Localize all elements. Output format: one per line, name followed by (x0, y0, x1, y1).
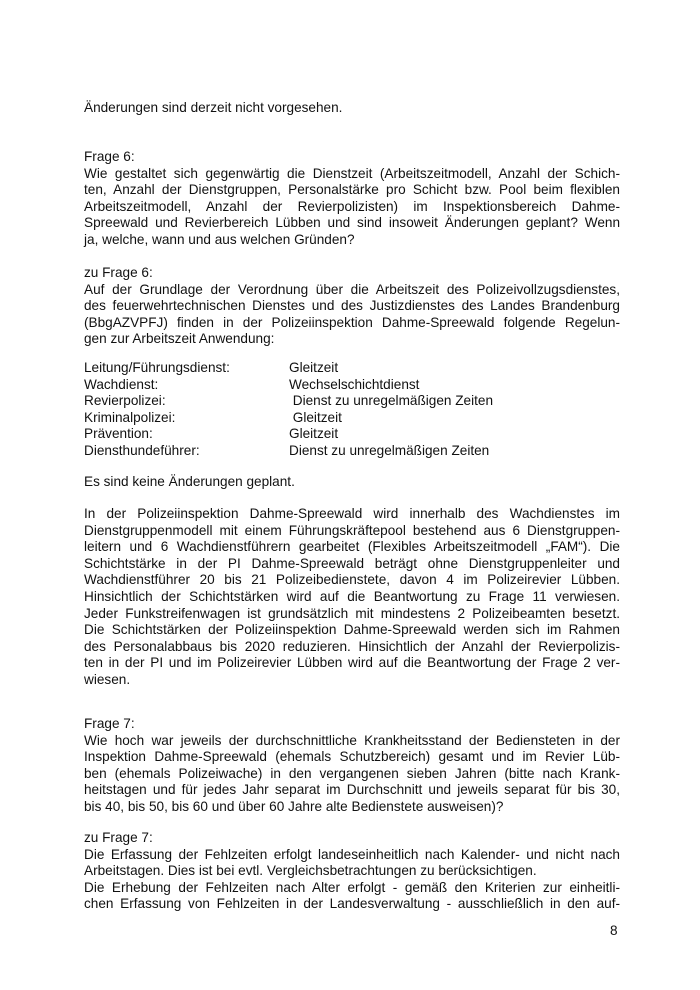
table-value: Gleitzeit (289, 360, 339, 375)
answer-6-heading: zu Frage 6: (84, 265, 153, 280)
no-changes-text (84, 474, 620, 491)
text-line: chen Erfassung von Fehlzeiten in der Landesverwaltung - ausschließlich in den auf- (84, 896, 620, 912)
table-row (84, 377, 620, 394)
table-key: Prävention: (84, 426, 153, 442)
answer-6-paragraph (84, 506, 620, 689)
page-number: 8 (610, 923, 618, 938)
text-line: Arbeitszeitmodell, Anzahl der Revierpolizisten) im Inspektionsbereich Dahme- (84, 198, 620, 214)
working-time-table (84, 360, 620, 460)
intro-text (84, 100, 620, 117)
no-changes-line: Es sind keine Änderungen geplant. (84, 474, 295, 489)
answer-7-heading: zu Frage 7: (84, 830, 153, 845)
question-6-heading: Frage 6: (84, 149, 135, 164)
answer-7-text (84, 847, 620, 913)
text-line: des Personalabbaus bis 2020 reduzieren. Hinsichtlich der Anzahl der Revierpolizis- (84, 638, 620, 654)
text-line: leitern und 6 Wachdienstführern gearbeitet (Flexibles Arbeitszeitmodell „FAM“). Die (84, 539, 620, 555)
intro-line: Änderungen sind derzeit nicht vorgesehen. (84, 100, 343, 115)
text-line: ten, Anzahl der Dienstgruppen, Personalstärke pro Schicht bzw. Pool beim flexiblen (84, 182, 620, 198)
text-line: Die Schichtstärken der Polizeiinspektion Dahme-Spreewald werden sich im Rahmen (84, 622, 620, 638)
table-value: Dienst zu unregelmäßigen Zeiten (289, 442, 490, 458)
table-value: Dienst zu unregelmäßigen Zeiten (289, 393, 494, 409)
text-line: Auf der Grundlage der Verordnung über die Arbeitszeit des Polizeivollzugsdienstes, (84, 281, 620, 297)
text-line: Hinsichtlich der Schichtstärken wird auf die Beantwortung zu Frage 11 verwiesen. (84, 588, 620, 604)
answer-6 (84, 265, 620, 348)
table-row (84, 360, 620, 377)
text-line: ja, welche, wann und aus welchen Gründen? (84, 231, 355, 247)
table-row (84, 426, 620, 443)
text-line: Inspektion Dahme-Spreewald (ehemals Schutzbereich) gesamt und im Revier Lüb- (84, 749, 620, 765)
table-key: Diensthundeführer: (84, 442, 200, 458)
text-line: Die Erhebung der Fehlzeiten nach Alter erfolgt - gemäß den Kriterien zur einheitli- (84, 879, 620, 895)
table-row (84, 443, 620, 460)
text-line: Wachdienstführer 20 bis 21 Polizeibedienstete, davon 4 im Polizeirevier Lübben. (84, 572, 620, 588)
text-line: ten in der PI und im Polizeirevier Lübben wird auf die Beantwortung der Frage 2 ver- (84, 655, 620, 671)
text-line: gen zur Arbeitszeit Anwendung: (84, 331, 275, 347)
text-line: heitstagen und für jedes Jahr separat im Durchschnitt und jeweils separat für bis 30, (84, 782, 620, 798)
table-value: Gleitzeit (289, 426, 339, 442)
table-key: Wachdienst: (84, 376, 159, 392)
text-line: ben (ehemals Polizeiwache) in den vergangenen sieben Jahren (bitte nach Krank- (84, 765, 620, 781)
question-6 (84, 149, 620, 249)
text-line: Wie hoch war jeweils der durchschnittliche Krankheitsstand der Bediensteten in der (84, 732, 620, 748)
table-key: Kriminalpolizei: (84, 409, 176, 425)
text-line: In der Polizeiinspektion Dahme-Spreewald wird innerhalb des Wachdienstes im (84, 506, 620, 521)
question-6-text (84, 166, 620, 249)
table-key: Leitung/Führungsdienst: (84, 360, 230, 375)
text-line: Arbeitstagen. Dies ist bei evtl. Vergleichsbetrachtungen zu berücksichtigen. (84, 863, 537, 879)
text-line: Jeder Funkstreifenwagen ist grundsätzlich mit mindestens 2 Polizeibeamten besetzt. (84, 605, 620, 621)
text-line: Wie gestaltet sich gegenwärtig die Dienstzeit (Arbeitszeitmodell, Anzahl der Schich- (84, 165, 620, 181)
text-line: Dienstgruppenmodell mit einem Führungskräftepool bestehend aus 6 Dienstgruppen- (84, 522, 620, 538)
table-row (84, 393, 620, 410)
table-row (84, 410, 620, 427)
answer-7 (84, 830, 620, 913)
text-line: Schichtstärke in der PI Dahme-Spreewald beträgt ohne Dienstgruppenleiter und (84, 555, 620, 571)
text-line: wiesen. (84, 671, 131, 687)
question-7-heading: Frage 7: (84, 716, 135, 731)
table-value: Wechselschichtdienst (289, 376, 420, 392)
text-line: (BbgAZVPFJ) finden in der Polizeiinspektion Dahme-Spreewald folgende Regelun- (84, 314, 620, 330)
answer-6-intro (84, 282, 620, 348)
question-7 (84, 716, 620, 816)
paragraph-lines (84, 506, 620, 689)
table-key: Revierpolizei: (84, 393, 166, 409)
table-value: Gleitzeit (289, 409, 342, 425)
text-line: bis 40, bis 50, bis 60 und über 60 Jahre alte Bedienstete ausweisen)? (84, 798, 504, 814)
text-line: Spreewald und Revierbereich Lübben und sind insoweit Änderungen geplant? Wenn (84, 215, 620, 231)
text-line: des feuerwehrtechnischen Dienstes und des Justizdienstes des Landes Brandenburg (84, 298, 620, 314)
text-line: Die Erfassung der Fehlzeiten erfolgt landeseinheitlich nach Kalender- und nicht nach (84, 846, 620, 862)
question-7-text (84, 733, 620, 816)
